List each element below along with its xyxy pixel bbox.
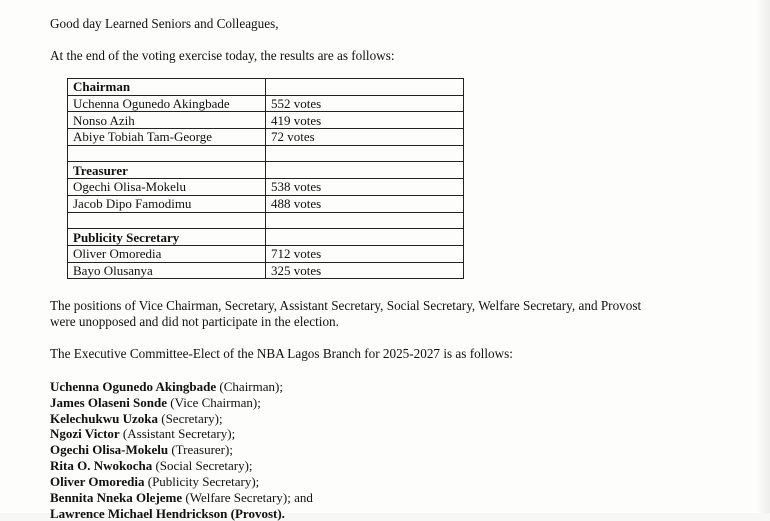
committee-cut-line [50,506,285,521]
member-name: Oliver Omoredia [50,473,145,489]
member-role: (Publicity Secretary); [144,473,260,489]
member-role: (Secretary); [157,410,223,426]
results-table-body [68,79,464,279]
table-row [68,245,464,262]
candidate-name: Uchenna Ogunedo Akingbade [68,95,266,112]
table-spacer-row [68,145,464,162]
member-role: (Vice Chairman); [167,394,261,410]
member-name: Uchenna Ogunedo Akingbade [50,379,217,394]
empty-cell [68,212,266,229]
election-results-table [67,78,464,279]
vote-count: 712 votes [266,245,464,262]
table-spacer-row [68,212,464,229]
member-role: (Treasurer); [168,442,233,458]
executive-committee-list [50,379,313,505]
table-row [68,112,464,129]
empty-cell [266,162,464,179]
unopposed-text-line-2: were unopposed and did not participate in the election. [50,314,339,329]
committee-member [50,426,313,442]
committee-member [50,379,313,395]
candidate-name: Abiye Tobiah Tam-George [68,129,266,146]
table-row [68,179,464,196]
table-row [68,262,464,279]
empty-cell [266,229,464,246]
member-role: (Welfare Secretary); and [182,489,313,505]
vote-count: 419 votes [266,112,464,129]
candidate-name: Oliver Omoredia [68,245,266,262]
table-row-heading [68,229,464,246]
table-row [68,195,464,212]
member-name: Rita O. Nwokocha [50,457,153,473]
candidate-name: Bayo Olusanya [68,262,266,279]
empty-cell [266,145,464,162]
member-name: James Olaseni Sonde [50,394,168,410]
intro-text: At the end of the voting exercise today, the results are as follows: [50,48,395,63]
committee-member [50,474,313,490]
committee-member [50,490,313,506]
vote-count: 325 votes [266,262,464,279]
empty-cell [68,145,266,162]
member-name: Bennita Nneka Olejeme [50,489,183,505]
member-name: Ngozi Victor [50,426,120,442]
vote-count: 538 votes [266,179,464,196]
committee-member [50,442,313,458]
member-role: (Social Secretary); [152,457,253,473]
committee-member [50,395,313,411]
candidate-name: Ogechi Olisa-Mokelu [68,179,266,196]
page-edge-shadow [756,0,770,513]
member-role: (Assistant Secretary); [119,426,236,442]
committee-member [50,458,313,474]
position-heading: Treasurer [68,162,266,179]
member-role: (Chairman); [216,379,283,394]
candidate-name: Jacob Dipo Famodimu [68,195,266,212]
table-row-heading [68,162,464,179]
position-heading: Chairman [68,79,266,96]
cut-line-text: Lawrence Michael Hendrickson (Provost). [50,506,285,521]
candidate-name: Nonso Azih [68,112,266,129]
member-name: Ogechi Olisa-Mokelu [50,442,169,458]
table-row [68,129,464,146]
table-row [68,95,464,112]
position-heading: Publicity Secretary [68,229,266,246]
committee-intro-text: The Executive Committee-Elect of the NBA Lagos Branch for 2025-2027 is as follows: [50,346,513,361]
vote-count: 72 votes [266,129,464,146]
vote-count: 552 votes [266,95,464,112]
unopposed-text-line-1: The positions of Vice Chairman, Secretary, Assistant Secretary, Social Secretary, Welfare Secretary, and Provost [50,298,642,313]
committee-member [50,411,313,427]
greeting-text: Good day Learned Seniors and Colleagues, [50,16,279,31]
empty-cell [266,79,464,96]
member-name: Kelechukwu Uzoka [50,410,158,426]
vote-count: 488 votes [266,195,464,212]
table-row-heading [68,79,464,96]
empty-cell [266,212,464,229]
